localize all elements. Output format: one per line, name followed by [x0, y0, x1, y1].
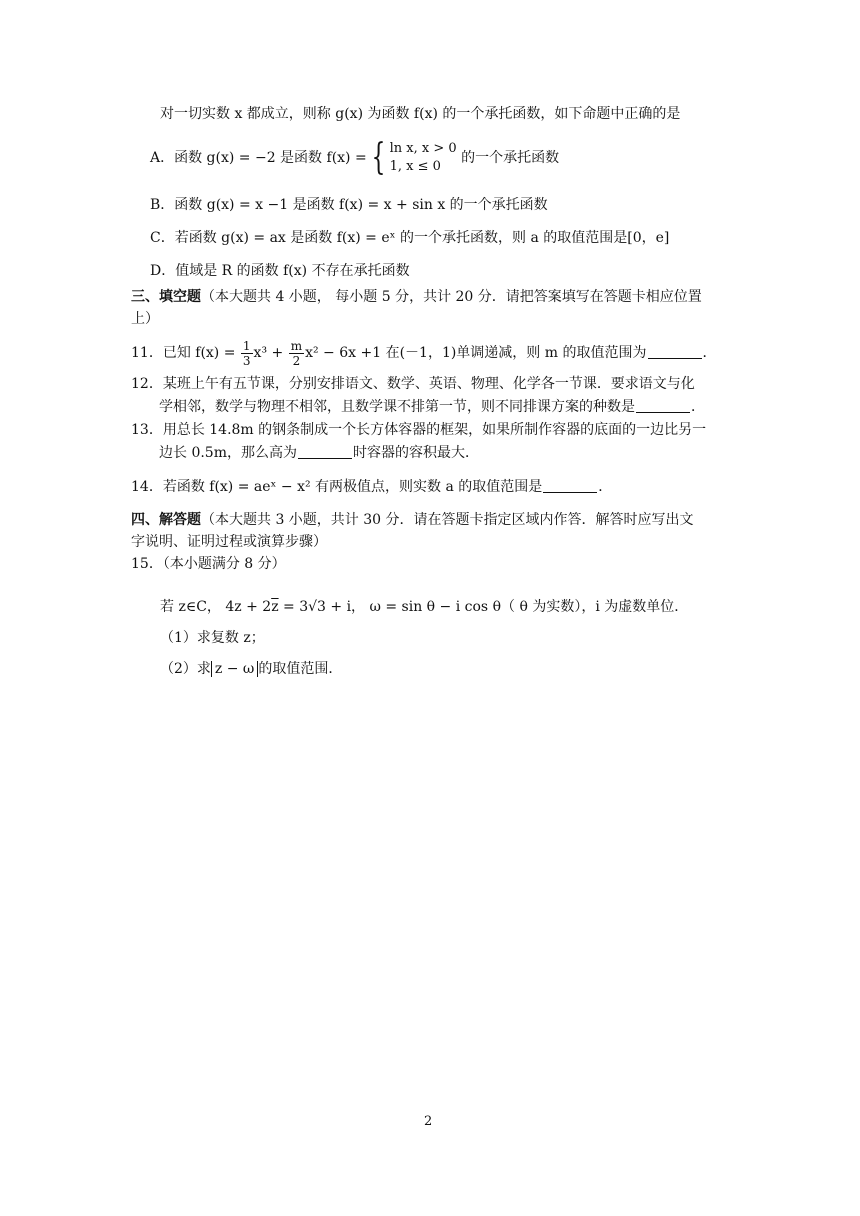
question-13-line2 [159, 443, 479, 463]
q15-cond-post: = 3√3 + i， ω = sin θ − i cos θ（ θ 为实数），i 为虚数单位． [278, 599, 689, 615]
option-a-suffix: 的一个承托函数 [461, 150, 560, 166]
question-15-condition [160, 597, 688, 617]
question-13-line1: 13．用总长 14.8m 的钢条制成一个长方体容器的框架，如果所制作容器的底面的一边比另一 [131, 422, 707, 438]
option-a-prefix: A．函数 g(x) = −2 是函数 f(x) = [150, 150, 367, 166]
question-11 [131, 336, 717, 370]
answer-blank [543, 478, 597, 493]
section-3-desc-cont: 上） [131, 311, 159, 327]
frac-den: 3 [242, 353, 251, 368]
q13-end: 时容器的容积最大． [353, 445, 479, 461]
answer-blank [648, 344, 702, 359]
q11-prefix: 11．已知 f(x) = [131, 345, 236, 361]
fraction-m-half [289, 339, 304, 368]
q11-end: ． [702, 345, 717, 361]
section-3-desc: （本大题共 4 小题， 每小题 5 分，共计 20 分．请把答案填写在答题卡相应位置 [201, 289, 702, 305]
page-number: 2 [424, 1114, 433, 1129]
intro-line: 对一切实数 x 都成立，则称 g(x) 为函数 f(x) 的一个承托函数，如下命题中正确的是 [160, 106, 681, 122]
q15-part2-post: 的取值范围． [258, 661, 343, 677]
z-conjugate: $\overline{z}$ [271, 599, 279, 615]
question-12-line2 [159, 397, 705, 417]
question-15-title: 15．（本小题满分 8 分） [131, 556, 286, 572]
q14-end: ． [598, 479, 613, 495]
question-15-part1: （1）求复数 z； [160, 630, 265, 646]
section-4-header [131, 510, 694, 530]
frac-den: 2 [292, 353, 301, 368]
option-c: C．若函数 g(x) = ax 是函数 f(x) = eˣ 的一个承托函数，则 a 的取值范围是[0，e] [150, 230, 670, 246]
q15-cond-pre: 若 z∈C， 4z + 2 [160, 599, 272, 615]
fraction-one-third [241, 339, 253, 368]
q11-mid1: x³ + [253, 345, 284, 361]
case-2: 1, x ≤ 0 [389, 159, 441, 174]
section-4-desc: （本大题共 3 小题，共计 30 分．请在答题卡指定区域内作答．解答时应写出文 [201, 512, 694, 528]
section-4-desc-cont: 字说明、证明过程或演算步骤） [131, 534, 327, 550]
section-3-heading: 三、填空题 [131, 289, 201, 305]
q13-text: 边长 0.5m，那么高为 [159, 445, 297, 461]
q11-mid2: x² − 6x +1 在(－1，1)单调递减，则 m 的取值范围为 [305, 345, 647, 361]
question-15-part2 [160, 659, 342, 679]
case-1: ln x, x > 0 [389, 141, 457, 156]
abs-value-expr: z − ω [211, 661, 258, 677]
brace: { [371, 137, 386, 178]
piecewise-cases [390, 140, 457, 176]
question-14 [131, 477, 612, 497]
option-a [150, 138, 559, 178]
q14-text: 14．若函数 f(x) = aeˣ − x² 有两极值点，则实数 a 的取值范围是 [131, 479, 543, 495]
section-3-header [131, 287, 702, 307]
q12-text: 学相邻，数学与物理不相邻，且数学课不排第一节，则不同排课方案的种数是 [159, 399, 635, 415]
q15-part2-pre: （2）求 [160, 661, 211, 677]
section-4-heading: 四、解答题 [131, 512, 201, 528]
frac-num: 1 [242, 338, 251, 353]
question-12-line1: 12．某班上午有五节课，分别安排语文、数学、英语、物理、化学各一节课．要求语文与化 [131, 376, 695, 392]
answer-blank [298, 444, 352, 459]
option-d: D．值域是 R 的函数 f(x) 不存在承托函数 [150, 263, 410, 279]
answer-blank [636, 398, 690, 413]
q12-end: ． [691, 399, 705, 415]
option-b: B．函数 g(x) = x −1 是函数 f(x) = x + sin x 的一个承托函数 [150, 197, 548, 213]
frac-num: m [290, 338, 303, 353]
